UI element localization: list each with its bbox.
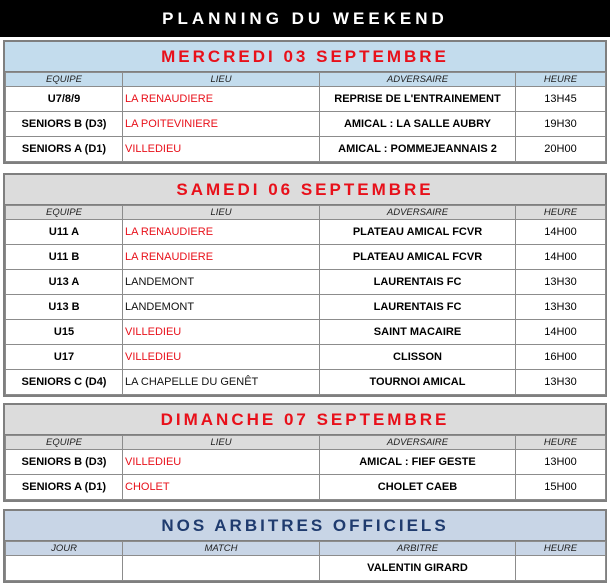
time-cell: 19H30 — [516, 112, 606, 137]
col-header-adversaire: ADVERSAIRE — [320, 206, 516, 220]
table-header-row — [6, 436, 606, 450]
col-header-lieu: LIEU — [123, 436, 320, 450]
day-title: MERCREDI 03 SEPTEMBRE — [5, 42, 605, 72]
venue-cell: LA POITEVINIERE — [123, 112, 320, 137]
time-cell: 13H30 — [516, 370, 606, 395]
referee-day — [6, 556, 123, 581]
table-header-row — [6, 206, 606, 220]
col-header-lieu: LIEU — [123, 206, 320, 220]
venue-cell: VILLEDIEU — [123, 345, 320, 370]
opponent-cell: AMICAL : POMMEJEANNAIS 2 — [320, 137, 516, 162]
day-title: DIMANCHE 07 SEPTEMBRE — [5, 405, 605, 435]
opponent-cell: PLATEAU AMICAL FCVR — [320, 245, 516, 270]
venue-cell: VILLEDIEU — [123, 450, 320, 475]
referees-block — [3, 509, 607, 583]
venue-cell: LA RENAUDIERE — [123, 245, 320, 270]
time-cell: 15H00 — [516, 475, 606, 500]
referee-name: VALENTIN GIRARD — [320, 556, 516, 581]
col-header-equipe: EQUIPE — [6, 73, 123, 87]
time-cell: 13H30 — [516, 270, 606, 295]
table-row — [6, 112, 606, 137]
opponent-cell: PLATEAU AMICAL FCVR — [320, 220, 516, 245]
team-cell: SENIORS B (D3) — [6, 450, 123, 475]
col-header-adversaire: ADVERSAIRE — [320, 436, 516, 450]
opponent-cell: SAINT MACAIRE — [320, 320, 516, 345]
table-row — [6, 450, 606, 475]
time-cell: 14H00 — [516, 320, 606, 345]
day-block-sunday — [3, 403, 607, 502]
time-cell: 13H30 — [516, 295, 606, 320]
schedule-table — [5, 72, 606, 162]
page-title: PLANNING DU WEEKEND — [0, 0, 610, 37]
table-row — [6, 475, 606, 500]
col-header-match: MATCH — [123, 542, 320, 556]
opponent-cell: AMICAL : FIEF GESTE — [320, 450, 516, 475]
time-cell: 20H00 — [516, 137, 606, 162]
time-cell: 13H45 — [516, 87, 606, 112]
table-header-row — [6, 542, 606, 556]
col-header-equipe: EQUIPE — [6, 206, 123, 220]
table-row — [6, 270, 606, 295]
team-cell: SENIORS A (D1) — [6, 475, 123, 500]
schedule-table — [5, 205, 606, 395]
opponent-cell: TOURNOI AMICAL — [320, 370, 516, 395]
venue-cell: VILLEDIEU — [123, 137, 320, 162]
table-row — [6, 87, 606, 112]
team-cell: SENIORS A (D1) — [6, 137, 123, 162]
venue-cell: LA RENAUDIERE — [123, 87, 320, 112]
team-cell: U7/8/9 — [6, 87, 123, 112]
venue-cell: LANDEMONT — [123, 295, 320, 320]
opponent-cell: LAURENTAIS FC — [320, 270, 516, 295]
team-cell: U11 A — [6, 220, 123, 245]
venue-cell: LA RENAUDIERE — [123, 220, 320, 245]
team-cell: U11 B — [6, 245, 123, 270]
venue-cell: VILLEDIEU — [123, 320, 320, 345]
table-row — [6, 295, 606, 320]
col-header-heure: HEURE — [516, 542, 606, 556]
day-block-saturday — [3, 173, 607, 397]
table-row — [6, 556, 606, 581]
col-header-heure: HEURE — [516, 206, 606, 220]
col-header-equipe: EQUIPE — [6, 436, 123, 450]
time-cell: 14H00 — [516, 245, 606, 270]
table-row — [6, 137, 606, 162]
col-header-lieu: LIEU — [123, 73, 320, 87]
opponent-cell: CHOLET CAEB — [320, 475, 516, 500]
referee-time — [516, 556, 606, 581]
day-title: SAMEDI 06 SEPTEMBRE — [5, 175, 605, 205]
referee-match — [123, 556, 320, 581]
col-header-heure: HEURE — [516, 436, 606, 450]
referees-table — [5, 541, 606, 581]
table-row — [6, 220, 606, 245]
table-row — [6, 370, 606, 395]
team-cell: U13 A — [6, 270, 123, 295]
team-cell: U13 B — [6, 295, 123, 320]
opponent-cell: LAURENTAIS FC — [320, 295, 516, 320]
time-cell: 14H00 — [516, 220, 606, 245]
col-header-jour: JOUR — [6, 542, 123, 556]
team-cell: U17 — [6, 345, 123, 370]
team-cell: U15 — [6, 320, 123, 345]
time-cell: 13H00 — [516, 450, 606, 475]
team-cell: SENIORS C (D4) — [6, 370, 123, 395]
venue-cell: CHOLET — [123, 475, 320, 500]
table-row — [6, 245, 606, 270]
col-header-arbitre: ARBITRE — [320, 542, 516, 556]
col-header-adversaire: ADVERSAIRE — [320, 73, 516, 87]
venue-cell: LANDEMONT — [123, 270, 320, 295]
opponent-cell: CLISSON — [320, 345, 516, 370]
schedule-table — [5, 435, 606, 500]
opponent-cell: AMICAL : LA SALLE AUBRY — [320, 112, 516, 137]
table-row — [6, 345, 606, 370]
table-row — [6, 320, 606, 345]
opponent-cell: REPRISE DE L'ENTRAINEMENT — [320, 87, 516, 112]
col-header-heure: HEURE — [516, 73, 606, 87]
time-cell: 16H00 — [516, 345, 606, 370]
referees-title: NOS ARBITRES OFFICIELS — [5, 511, 605, 541]
team-cell: SENIORS B (D3) — [6, 112, 123, 137]
venue-cell: LA CHAPELLE DU GENÊT — [123, 370, 320, 395]
table-header-row — [6, 73, 606, 87]
day-block-wednesday — [3, 40, 607, 164]
